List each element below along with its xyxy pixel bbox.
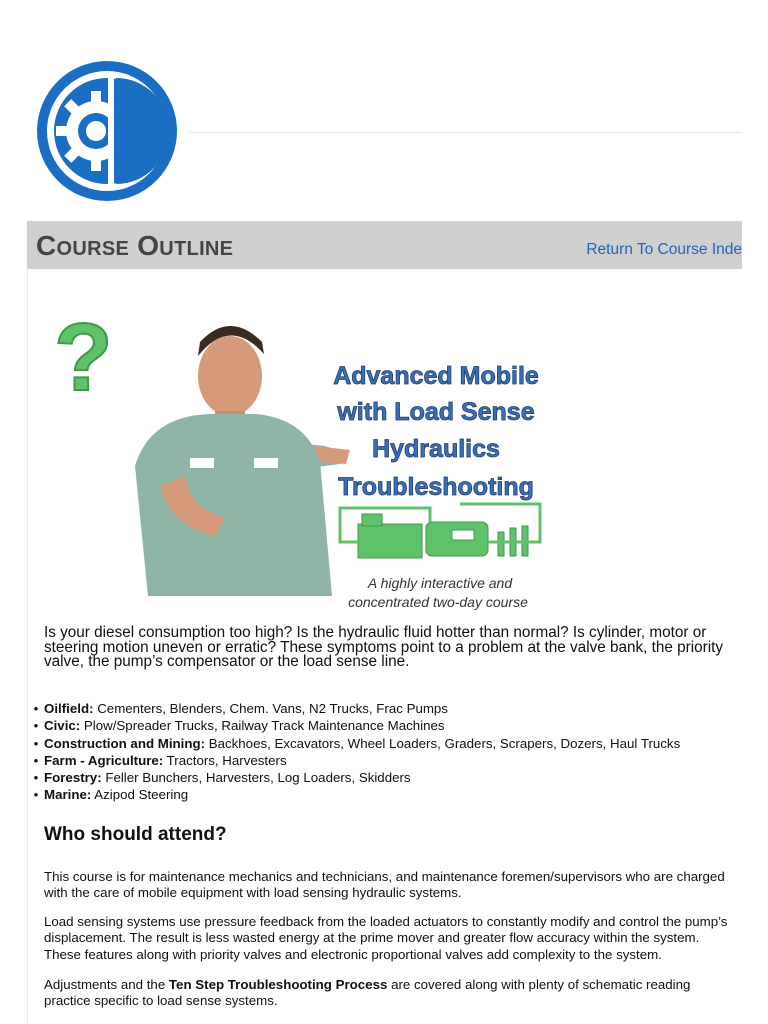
company-logo: [34, 58, 180, 204]
list-item-label: Marine:: [44, 787, 92, 803]
content-left-border: [27, 269, 28, 1024]
list-item-label: Oilfield:: [44, 701, 94, 716]
attend-paragraph-1: This course is for maintenance mechanics and technicians, and maintenance foremen/supervisors who are charged with the care of mobile equipment with load sensing hydraulic systems.: [44, 869, 725, 901]
page-title: Course Outline: [36, 230, 234, 261]
return-to-course-index-link[interactable]: Return To Course Inde: [586, 241, 742, 258]
section-header-band: [27, 221, 742, 269]
list-item-text: Backhoes, Excavators, Wheel Loaders, Graders, Scrapers, Dozers, Haul Trucks: [205, 735, 681, 751]
list-item: • Oilfield: Cementers, Blenders, Chem. Vans, N2 Trucks, Frac Pumps: [33, 701, 448, 716]
question-mark-icon: ?: [54, 304, 113, 411]
man-pointing-figure: [135, 326, 350, 596]
list-item: • Forestry: Feller Bunchers, Harvesters, Log Loaders, Skidders: [33, 770, 411, 786]
hero-title-line: Troubleshooting: [338, 473, 534, 501]
list-item-text: Tractors, Harvesters: [163, 752, 287, 768]
course-hero-image: [40, 296, 600, 618]
hero-tagline-line: concentrated two-day course: [348, 594, 528, 610]
list-item-text: Feller Bunchers, Harvesters, Log Loaders, Skidders: [101, 770, 411, 786]
attend-paragraph-3-suffix: are covered along with plenty of schematic reading practice specific to load sense systems.: [44, 977, 691, 1009]
list-item-text: Cementers, Blenders, Chem. Vans, N2 Trucks, Frac Pumps: [93, 701, 448, 716]
hydraulic-equipment-illustration: [358, 514, 528, 558]
hero-title-line: Advanced Mobile: [333, 362, 539, 390]
list-item-label: Civic:: [44, 718, 81, 734]
attend-paragraph-3-prefix: Adjustments and the: [44, 977, 169, 992]
list-item-text: Azipod Steering: [91, 787, 189, 803]
list-item: • Construction and Mining: Backhoes, Excavators, Wheel Loaders, Graders, Scrapers, Dozers, Haul Trucks: [33, 735, 681, 751]
hero-title-line: Hydraulics: [372, 435, 500, 463]
hero-title-line: with Load Sense: [337, 398, 535, 426]
list-item-label: Forestry:: [44, 770, 102, 786]
header-divider: [190, 132, 742, 133]
intro-paragraph: Is your diesel consumption too high? Is the hydraulic fluid hotter than normal? Is cylinder, motor or steering motion uneven or erratic? These symptoms point to a problem at the valve bank, the priority valve, the pump’s compensator or the load sense line.: [44, 624, 724, 670]
list-item: • Civic: Plow/Spreader Trucks, Railway Track Maintenance Machines: [33, 718, 445, 734]
list-item: • Marine: Azipod Steering: [33, 787, 189, 803]
ten-step-process-bold: Ten Step Troubleshooting Process: [168, 977, 388, 992]
who-should-attend-heading: Who should attend?: [44, 824, 227, 845]
list-item: • Farm - Agriculture: Tractors, Harvesters: [33, 752, 287, 768]
list-item-label: Farm - Agriculture:: [44, 752, 164, 768]
attend-paragraph-2: Load sensing systems use pressure feedback from the loaded actuators to constantly modify and control the pump’s displacement. The result is less wasted energy at the prime mover and greater flow accuracy within the system. These features along with priority valves and electronic proportional valves add complexity to the system.: [44, 914, 728, 962]
attend-paragraph-3: [44, 977, 734, 1010]
list-item-text: Plow/Spreader Trucks, Railway Track Maintenance Machines: [80, 718, 445, 734]
list-item-label: Construction and Mining:: [44, 735, 206, 751]
hero-tagline-line: A highly interactive and: [367, 575, 513, 591]
industries-list: [28, 700, 680, 804]
